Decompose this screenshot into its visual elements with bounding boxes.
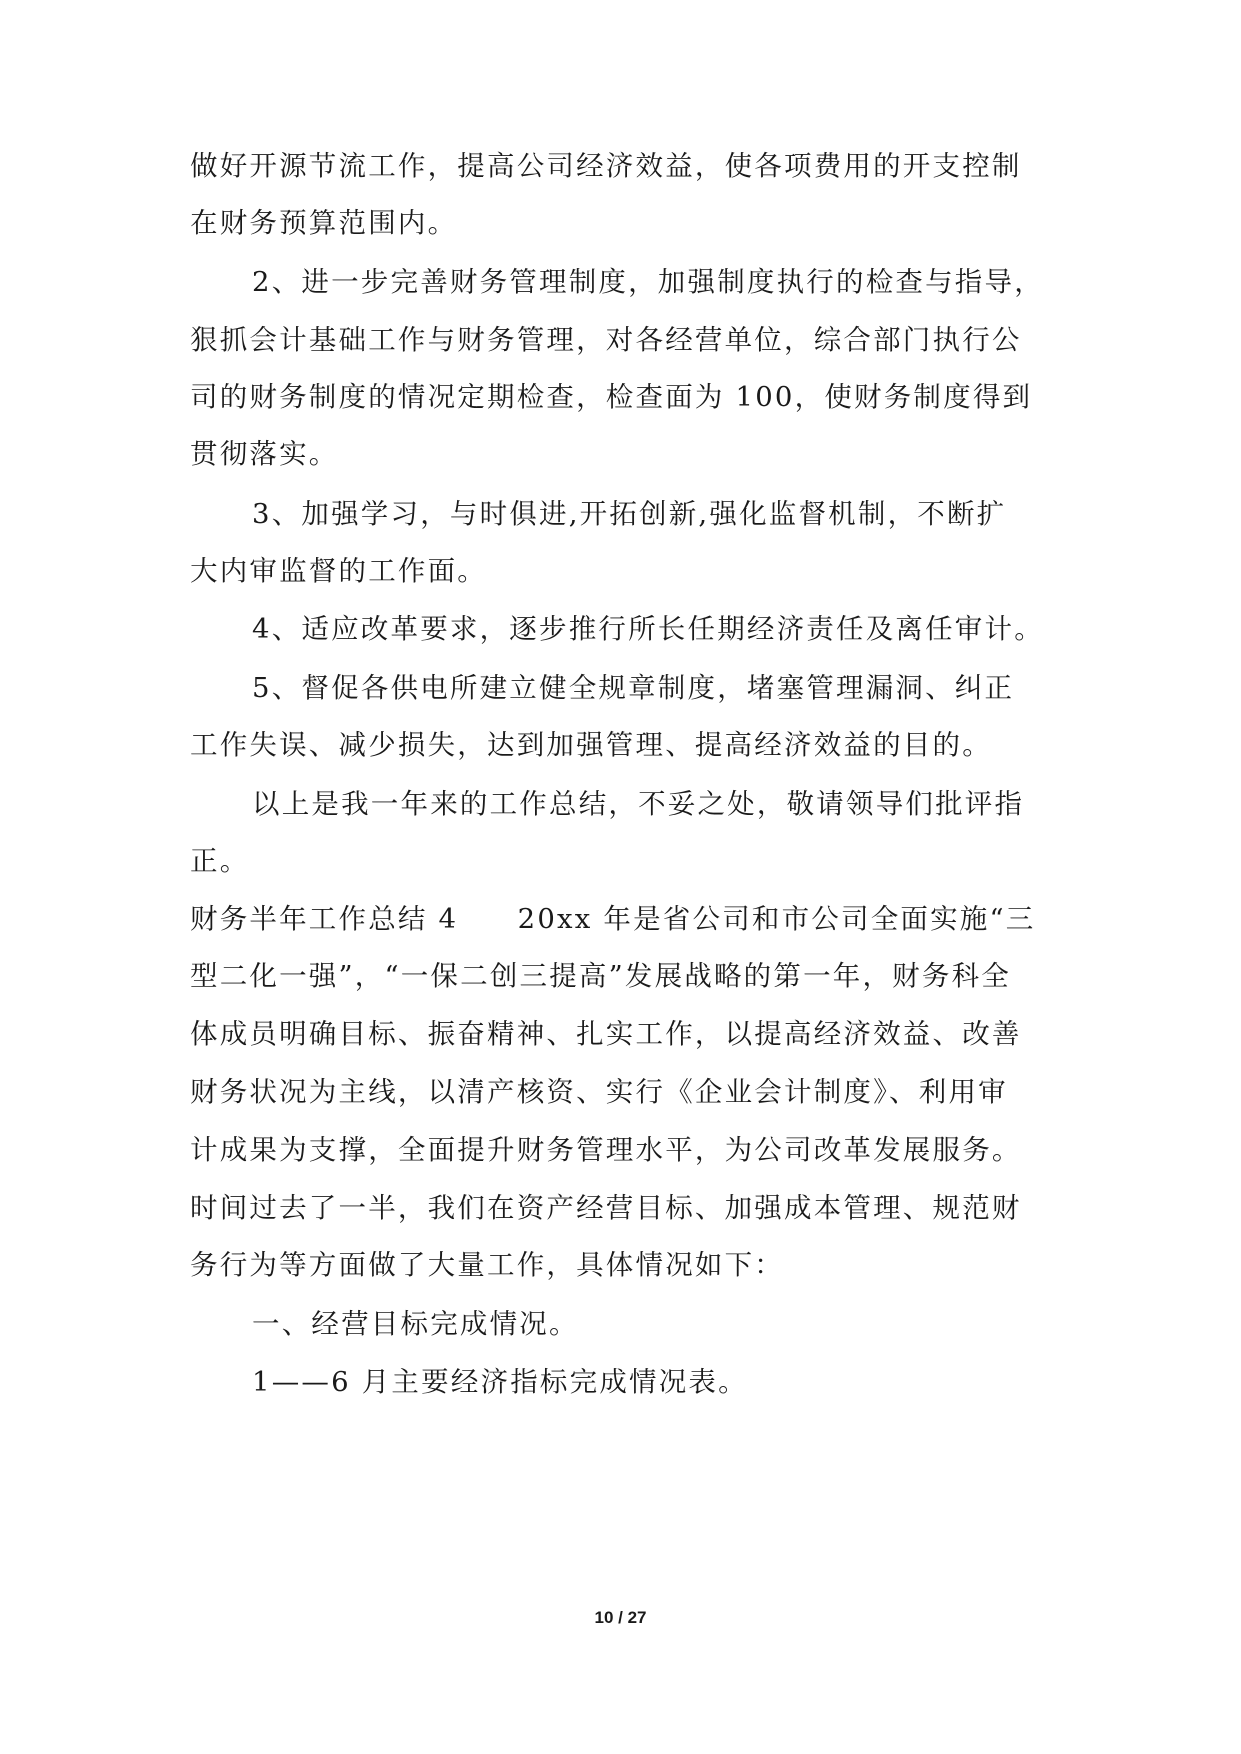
text-line: 司的财务制度的情况定期检查，检查面为 100，使财务制度得到	[190, 381, 1033, 413]
text-line: 财务状况为主线，以清产核资、实行《企业会计制度》、利用审	[190, 1076, 1008, 1108]
text-line: 计成果为支撑，全面提升财务管理水平，为公司改革发展服务。	[190, 1134, 1022, 1166]
text-line: 在财务预算范围内。	[190, 207, 458, 239]
text-line: 狠抓会计基础工作与财务管理，对各经营单位，综合部门执行公	[190, 324, 1022, 356]
text-line: 时间过去了一半，我们在资产经营目标、加强成本管理、规范财	[190, 1192, 1022, 1224]
text-line: 贯彻落实。	[190, 438, 339, 470]
text-line: 2、进一步完善财务管理制度，加强制度执行的检查与指导，	[252, 266, 1044, 298]
text-line: 做好开源节流工作，提高公司经济效益，使各项费用的开支控制	[190, 150, 1022, 182]
text-line: 3、加强学习，与时俱进,开拓创新,强化监督机制，不断扩	[252, 498, 1007, 530]
text-line: 1——6 月主要经济指标完成情况表。	[252, 1366, 748, 1398]
text-line: 财务半年工作总结 4 20xx 年是省公司和市公司全面实施“三	[190, 903, 1036, 935]
text-line: 工作失误、减少损失，达到加强管理、提高经济效益的目的。	[190, 729, 992, 761]
page-number: 10 / 27	[594, 1608, 647, 1627]
text-line: 5、督促各供电所建立健全规章制度，堵塞管理漏洞、纠正	[252, 672, 1015, 704]
text-line: 正。	[190, 845, 250, 877]
text-line: 以上是我一年来的工作总结，不妥之处，敬请领导们批评指	[252, 788, 1025, 820]
text-line: 型二化一强”，“一保二创三提高”发展战略的第一年，财务科全	[190, 960, 1011, 992]
text-line: 体成员明确目标、振奋精神、扎实工作，以提高经济效益、改善	[190, 1018, 1022, 1050]
text-line: 4、适应改革要求，逐步推行所长任期经济责任及离任审计。	[252, 613, 1044, 645]
text-line: 大内审监督的工作面。	[190, 555, 487, 587]
text-line: 一、经营目标完成情况。	[252, 1308, 579, 1340]
text-line: 务行为等方面做了大量工作，具体情况如下：	[190, 1249, 784, 1281]
